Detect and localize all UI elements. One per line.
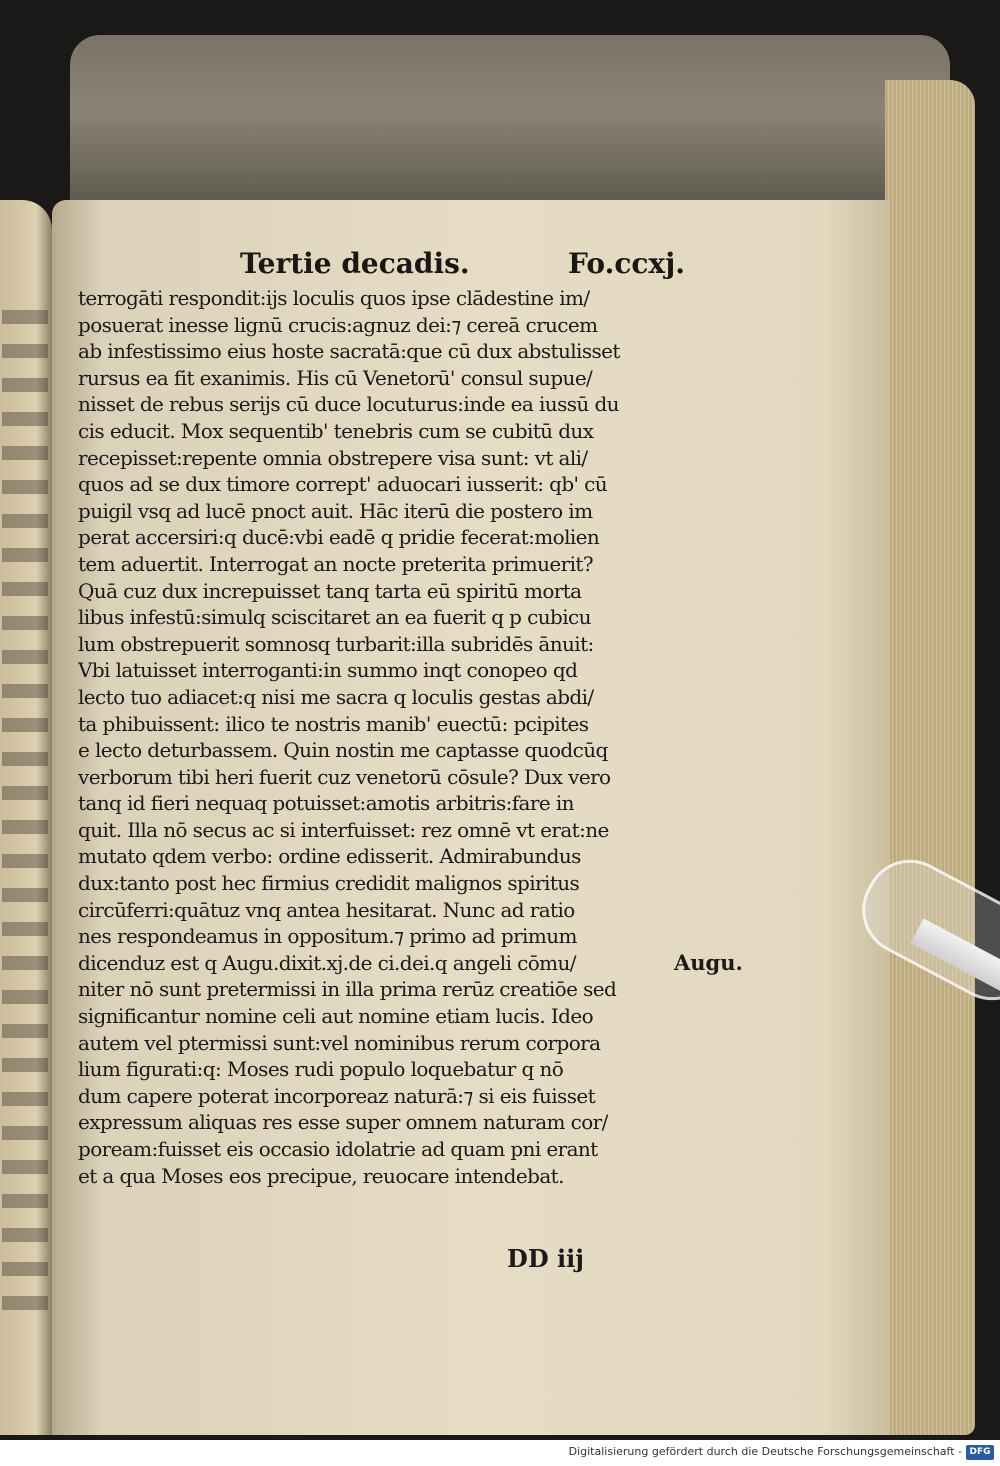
body-text [78, 285, 664, 1189]
text-line: terrogāti respondit:ijs loculis quos ipse clādestine im/ [78, 286, 590, 310]
text-line: e lecto deturbassem. Quin nostin me captasse quodcūq [78, 738, 608, 763]
text-line: dux:tanto post hec firmius credidit malignos spiritus [78, 871, 580, 896]
facing-page-text-shadow [2, 310, 48, 1310]
text-line: nisset de rebus serijs cū duce locuturus:inde ea iussū du [78, 392, 619, 417]
digitization-footer [0, 1440, 1000, 1466]
text-line: perat accersiri:q ducē:vbi eadē q pridie fecerat:molien [78, 525, 600, 550]
text-line: lecto tuo adiacet:q nisi me sacra q loculis gestas abdi/ [78, 684, 594, 709]
text-line: lium figurati:q: Moses rudi populo loquebatur q nō [78, 1057, 564, 1082]
text-line: et a qua Moses eos precipue, reuocare intendebat. [78, 1163, 564, 1188]
text-line: niter nō sunt pretermissi in illa prima rerūz creatiōe sed [78, 977, 617, 1002]
running-header [240, 247, 685, 281]
text-line: nes respondeamus in oppositum.⁊ primo ad primum [78, 924, 577, 949]
text-line: posuerat inesse lignū crucis:agnuz dei:⁊ cereā crucem [78, 312, 598, 337]
text-line: ab infestissimo eius hoste sacratā:que cū dux abstulisset [78, 339, 620, 364]
text-line: tem aduertit. Interrogat an nocte preterita primuerit? [78, 551, 593, 576]
text-line: puigil vsq ad lucē pnoct auit. Hāc iterū die postero im [78, 498, 593, 523]
text-line: verborum tibi heri fuerit cuz venetorū cōsule? Dux vero [78, 764, 611, 789]
funding-credit: Digitalisierung gefördert durch die Deutsche Forschungsgemeinschaft - [568, 1445, 962, 1458]
text-line: lum obstrepuerit somnosq turbarit:illa subridēs ānuit: [78, 631, 594, 656]
marginal-note: Augu. [674, 950, 743, 975]
text-line: tanq id fieri nequaq potuisset:amotis arbitris:fare in [78, 791, 574, 816]
text-line: poream:fuisset eis occasio idolatrie ad quam pni erant [78, 1137, 598, 1161]
running-title: Tertie decadis. [240, 247, 470, 280]
text-line: Quā cuz dux increpuisset tanq tarta eū spiritū morta [78, 578, 582, 603]
folio-number: Fo.ccxj. [568, 247, 685, 280]
text-line: libus infestū:simulq sciscitaret an ea fuerit q p cubicu [78, 605, 591, 630]
page-fore-edge [885, 80, 975, 1435]
text-line: recepisset:repente omnia obstrepere visa sunt: vt ali/ [78, 445, 588, 470]
text-line: Vbi latuisset interroganti:in summo inqt conopeo qd [78, 658, 578, 683]
text-line: ta phibuissent: ilico te nostris manib' euectū: pcipites [78, 711, 589, 736]
dfg-logo: DFG [966, 1445, 994, 1460]
text-line: quos ad se dux timore corrept' aduocari iusserit: qb' cū [78, 472, 608, 497]
text-line: dicenduz est q Augu.dixit.xj.de ci.dei.q angeli cōmu/ [78, 950, 576, 975]
text-line: dum capere poterat incorporeaz naturā:⁊ si eis fuisset [78, 1083, 596, 1108]
text-line: autem vel ptermissi sunt:vel nominibus rerum corpora [78, 1030, 601, 1055]
text-line: cis educit. Mox sequentib' tenebris cum se cubitū dux [78, 418, 594, 443]
facing-page-left [0, 200, 52, 1435]
text-line: circūferri:quātuz vnq antea hesitarat. Nunc ad ratio [78, 897, 575, 922]
text-line: quit. Illa nō secus ac si interfuisset: rez omnē vt erat:ne [78, 817, 609, 842]
text-line: mutato qdem verbo: ordine edisserit. Admirabundus [78, 844, 581, 869]
text-line: rursus ea fit exanimis. His cū Venetorū' consul supue/ [78, 365, 593, 390]
signature-mark: DD iij [507, 1244, 584, 1273]
text-line: significantur nomine celi aut nomine etiam lucis. Ideo [78, 1004, 594, 1029]
book-top-edge [70, 35, 950, 225]
text-line: expressum aliquas res esse super omnem naturam cor/ [78, 1110, 608, 1135]
